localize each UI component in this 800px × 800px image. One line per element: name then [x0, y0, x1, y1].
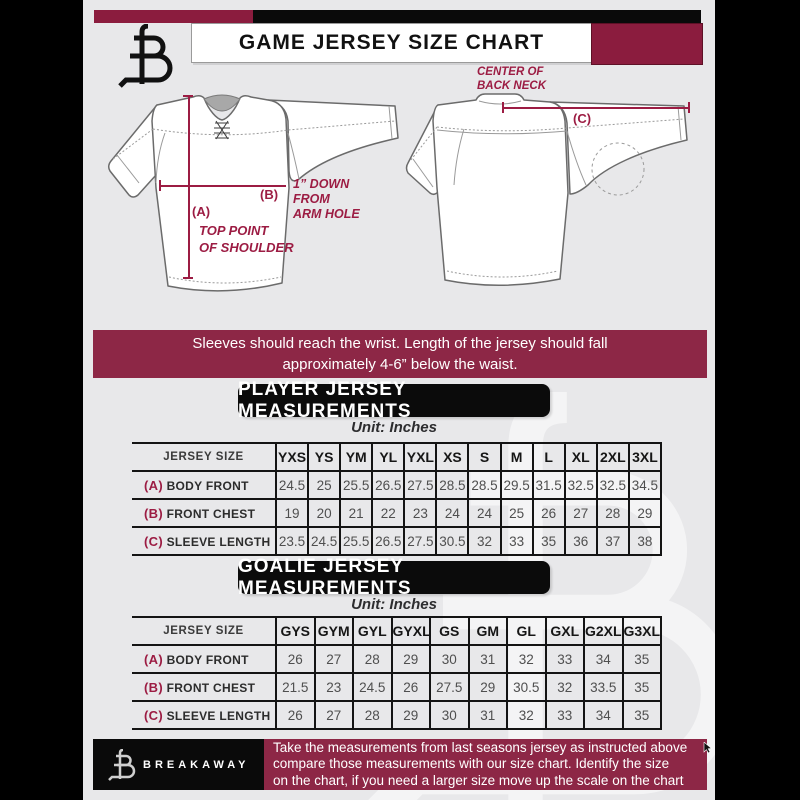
- measurement-value: 27: [565, 499, 597, 527]
- measurement-value: 29: [629, 499, 661, 527]
- measurement-value: 33: [546, 645, 585, 673]
- marker-a: (A): [192, 204, 211, 219]
- jersey-back-illustration: [400, 93, 700, 293]
- header-black-bar: [253, 10, 701, 23]
- row-label: (B) FRONT CHEST: [132, 673, 276, 701]
- measurement-value: 28: [353, 645, 392, 673]
- size-column-header: YM: [340, 443, 372, 471]
- measurement-row: [132, 527, 661, 555]
- size-column-header: GYL: [353, 617, 392, 645]
- measurement-value: 31.5: [533, 471, 565, 499]
- measurement-value: 32: [507, 645, 546, 673]
- measure-line-a-bottom-tick: [183, 277, 193, 279]
- measurement-value: 27.5: [404, 471, 436, 499]
- measurement-value: 34: [584, 645, 623, 673]
- banner-line-1: Sleeves should reach the wrist. Length of the jersey should fall: [192, 335, 608, 352]
- footer-line-2: compare those measurements with our size chart. Identify the size: [273, 756, 670, 772]
- measurement-value: 34: [584, 701, 623, 729]
- measurement-row: [132, 673, 661, 701]
- size-column-header: G2XL: [584, 617, 623, 645]
- marker-b: (B): [260, 187, 279, 202]
- measurement-value: 32: [468, 527, 500, 555]
- measurement-value: 27.5: [430, 673, 469, 701]
- measure-line-c-left-tick: [502, 102, 504, 113]
- measurement-value: 28.5: [436, 471, 468, 499]
- measurement-value: 24.5: [353, 673, 392, 701]
- measurement-value: 32.5: [565, 471, 597, 499]
- measurement-value: 27: [315, 645, 354, 673]
- measure-line-a-top-tick: [183, 95, 193, 97]
- measurement-value: 29: [469, 673, 508, 701]
- measurement-value: 28: [597, 499, 629, 527]
- measurement-value: 25: [308, 471, 340, 499]
- size-column-header: XS: [436, 443, 468, 471]
- measure-line-b-left-tick: [159, 180, 161, 191]
- measurement-value: 23: [315, 673, 354, 701]
- table-header-row: [132, 617, 661, 645]
- row-label: (C) SLEEVE LENGTH: [132, 701, 276, 729]
- measure-line-a: [188, 96, 190, 278]
- measure-line-c-right-tick: [688, 102, 690, 113]
- measurement-value: 24: [468, 499, 500, 527]
- measurement-value: 33: [546, 701, 585, 729]
- measurement-value: 26: [276, 701, 315, 729]
- measurement-value: 35: [623, 673, 662, 701]
- measurement-value: 22: [372, 499, 404, 527]
- footer-instructions-panel: [264, 739, 707, 790]
- size-column-header: M: [501, 443, 533, 471]
- measurement-value: 26: [392, 673, 431, 701]
- size-column-header: GXL: [546, 617, 585, 645]
- measurement-value: 32: [507, 701, 546, 729]
- measurement-value: 24.5: [276, 471, 308, 499]
- measurement-value: 25.5: [340, 471, 372, 499]
- measurement-value: 24: [436, 499, 468, 527]
- measurement-value: 28.5: [468, 471, 500, 499]
- measurement-value: 25: [501, 499, 533, 527]
- header-maroon-block: [591, 23, 703, 65]
- row-label: (A) BODY FRONT: [132, 645, 276, 673]
- sleeve-guidance-banner: [93, 330, 707, 378]
- size-column-header: GS: [430, 617, 469, 645]
- measurement-value: 29.5: [501, 471, 533, 499]
- page-title-box: [191, 23, 592, 63]
- goalie-section-heading: GOALIE JERSEY MEASUREMENTS: [238, 561, 550, 594]
- row-label: (C) SLEEVE LENGTH: [132, 527, 276, 555]
- measurement-value: 27.5: [404, 527, 436, 555]
- jersey-size-header: JERSEY SIZE: [132, 617, 276, 645]
- player-section-heading: PLAYER JERSEY MEASUREMENTS: [238, 384, 550, 417]
- size-column-header: YS: [308, 443, 340, 471]
- size-column-header: S: [468, 443, 500, 471]
- marker-c: (C): [573, 111, 592, 126]
- measurement-value: 33: [501, 527, 533, 555]
- size-column-header: GL: [507, 617, 546, 645]
- measurement-row: [132, 499, 661, 527]
- size-column-header: YL: [372, 443, 404, 471]
- measurement-value: 23.5: [276, 527, 308, 555]
- note-top-point-of-shoulder: TOP POINT OF SHOULDER: [199, 223, 294, 255]
- measurement-value: 30.5: [436, 527, 468, 555]
- header-maroon-bar: [94, 10, 253, 23]
- jersey-front-illustration: [105, 93, 412, 295]
- measurement-value: 34.5: [629, 471, 661, 499]
- measurement-value: 38: [629, 527, 661, 555]
- banner-line-2: approximately 4-6” below the waist.: [282, 356, 518, 373]
- player-unit-label: Unit: Inches: [351, 419, 437, 436]
- measurement-row: [132, 701, 661, 729]
- page-title: GAME JERSEY SIZE CHART: [238, 31, 545, 54]
- goalie-measurements-table: [132, 616, 662, 730]
- row-label: (B) FRONT CHEST: [132, 499, 276, 527]
- measurement-value: 27: [315, 701, 354, 729]
- footer-brand-name: BREAKAWAY: [143, 758, 250, 771]
- measurement-row: [132, 645, 661, 673]
- size-column-header: GYM: [315, 617, 354, 645]
- size-column-header: XL: [565, 443, 597, 471]
- row-label: (A) BODY FRONT: [132, 471, 276, 499]
- measurement-value: 23: [404, 499, 436, 527]
- measurement-value: 21: [340, 499, 372, 527]
- measurement-value: 35: [623, 645, 662, 673]
- measurement-value: 29: [392, 701, 431, 729]
- size-column-header: 2XL: [597, 443, 629, 471]
- measurement-value: 26.5: [372, 471, 404, 499]
- measurement-value: 37: [597, 527, 629, 555]
- player-measurements-table: [132, 442, 662, 556]
- measurement-value: 30.5: [507, 673, 546, 701]
- table-header-row: [132, 443, 661, 471]
- measurement-value: 31: [469, 701, 508, 729]
- jersey-size-header: JERSEY SIZE: [132, 443, 276, 471]
- goalie-unit-label: Unit: Inches: [351, 596, 437, 613]
- footer-brand-panel: [93, 739, 264, 790]
- measurement-value: 32.5: [597, 471, 629, 499]
- size-column-header: G3XL: [623, 617, 662, 645]
- breakaway-footer-logo-icon: [107, 749, 137, 781]
- measurement-value: 35: [623, 701, 662, 729]
- measurement-value: 32: [546, 673, 585, 701]
- size-column-header: GM: [469, 617, 508, 645]
- measurement-value: 26: [533, 499, 565, 527]
- note-one-inch-down: 1” DOWN FROM ARM HOLE: [293, 177, 360, 221]
- measure-line-c: [502, 107, 689, 109]
- measurement-row: [132, 471, 661, 499]
- breakaway-logo-icon: [116, 24, 176, 88]
- measurement-value: 26.5: [372, 527, 404, 555]
- measurement-value: 29: [392, 645, 431, 673]
- footer-line-3: on the chart, if you need a larger size move up the scale on the chart: [273, 772, 684, 788]
- measurement-value: 30: [430, 645, 469, 673]
- measurement-value: 20: [308, 499, 340, 527]
- document-area: [83, 0, 715, 800]
- mouse-cursor: [703, 742, 715, 754]
- measurement-value: 21.5: [276, 673, 315, 701]
- measurement-value: 30: [430, 701, 469, 729]
- measurement-value: 25.5: [340, 527, 372, 555]
- measurement-value: 35: [533, 527, 565, 555]
- size-column-header: 3XL: [629, 443, 661, 471]
- measurement-value: 19: [276, 499, 308, 527]
- measurement-value: 36: [565, 527, 597, 555]
- size-column-header: YXL: [404, 443, 436, 471]
- size-column-header: GYS: [276, 617, 315, 645]
- footer-line-1: Take the measurements from last seasons jersey as instructed above: [273, 739, 688, 755]
- size-column-header: L: [533, 443, 565, 471]
- measurement-value: 26: [276, 645, 315, 673]
- measurement-value: 33.5: [584, 673, 623, 701]
- size-column-header: YXS: [276, 443, 308, 471]
- measurement-value: 28: [353, 701, 392, 729]
- measurement-value: 24.5: [308, 527, 340, 555]
- measurement-value: 31: [469, 645, 508, 673]
- note-center-of-back-neck: CENTER OF BACK NECK: [477, 66, 546, 92]
- size-column-header: GYXL: [392, 617, 431, 645]
